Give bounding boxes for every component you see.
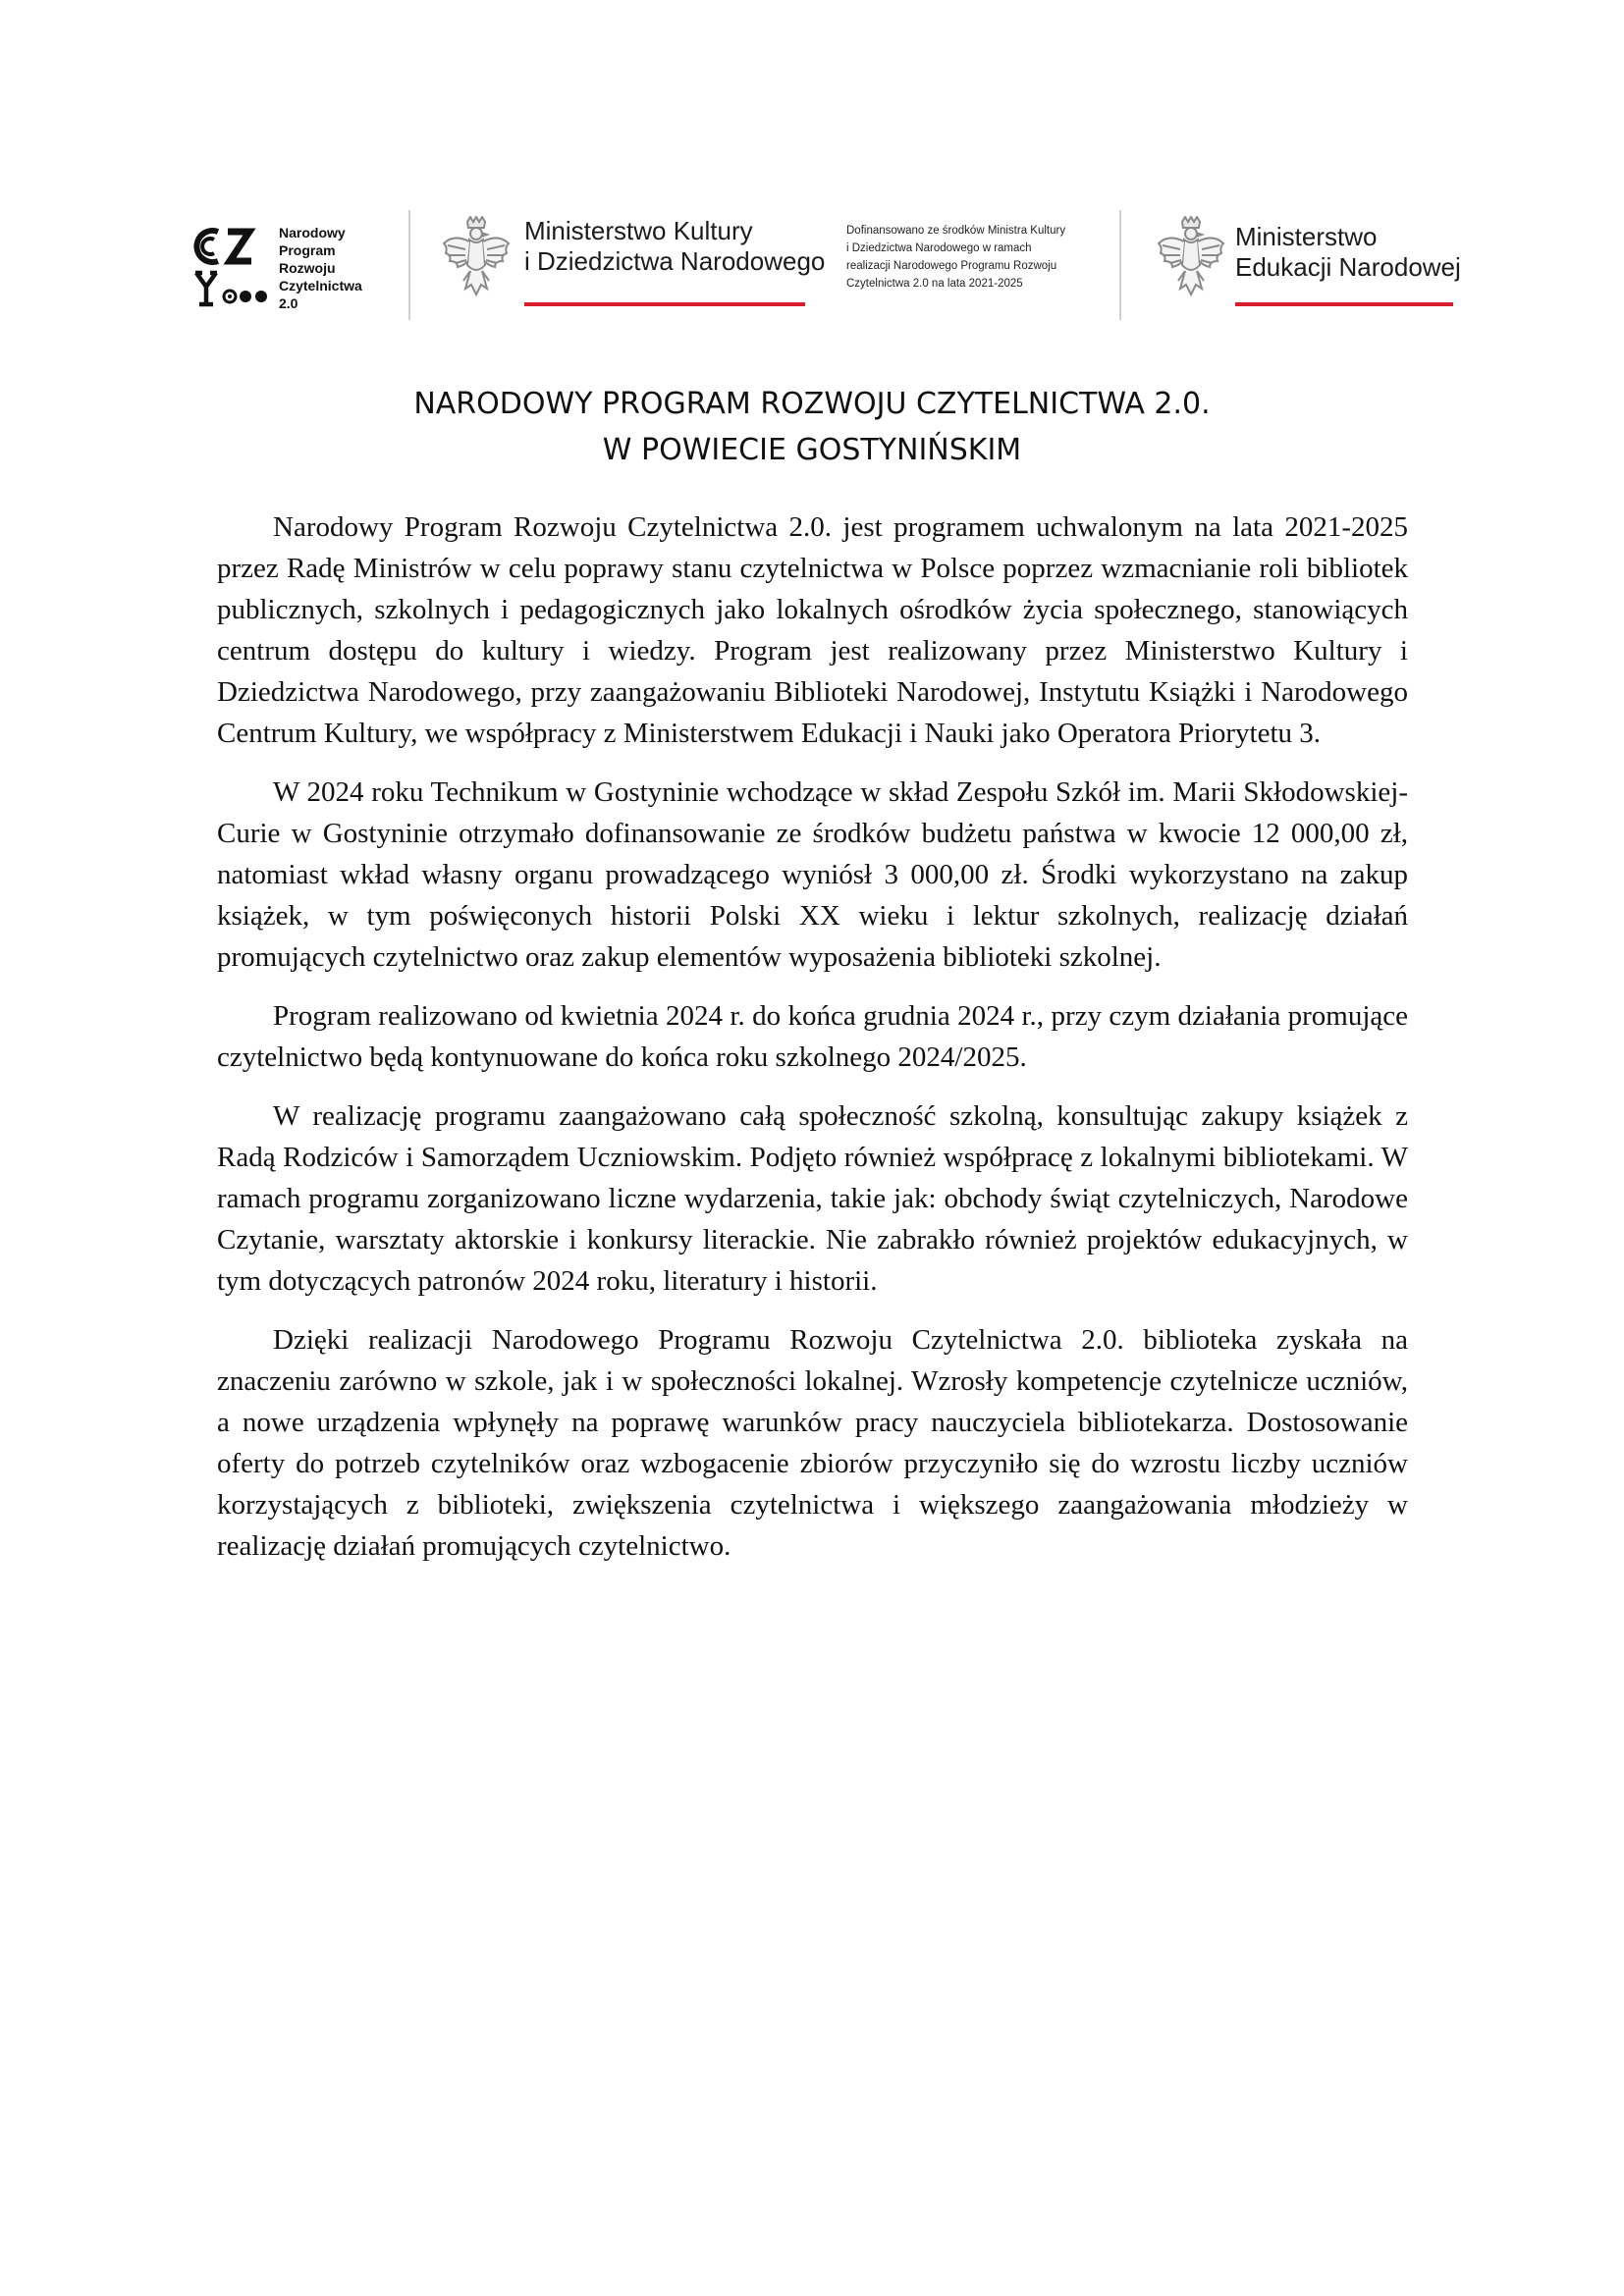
polish-eagle-icon: [440, 216, 513, 306]
nprc-logo-line: Czytelnictwa: [279, 278, 362, 294]
nprc-logo: [192, 206, 379, 324]
funding-note-line: realizacji Narodowego Programu Rozwoju: [846, 260, 1057, 272]
document-title: [0, 381, 1624, 473]
paragraph: W 2024 roku Technikum w Gostyninie wchodzące w skład Zespołu Szkół im. Marii Skłodowskiej-Curie w Gostyninie otrzymało dofinansowanie ze środków budżetu państwa w kwocie 12 000,00 zł, natomiast wkład własny organu prowadzącego wyniósł 3 000,00 zł. Środki wykorzystano na zakup książek, w tym poświęconych historii Polski XX wieku i lektur szkolnych, realizację działań promujących czytelnictwo oraz zakup elementów wyposażenia biblioteki szkolnej.: [217, 776, 1408, 973]
logo-divider: [408, 210, 410, 320]
mkidn-red-underline: [524, 302, 805, 306]
funding-note: [846, 222, 1065, 293]
mkidn-name-line2: i Dziedzictwa Narodowego: [524, 246, 826, 276]
funding-note-line: Dofinansowano ze środków Ministra Kultury: [846, 225, 1066, 237]
title-line2: W POWIECIE GOSTYNIŃSKIM: [602, 433, 1022, 467]
title-line1: NARODOWY PROGRAM ROZWOJU CZYTELNICTWA 2.0.: [413, 387, 1211, 421]
men-red-underline: [1235, 302, 1453, 306]
nprc-logo-line: Narodowy: [279, 225, 346, 240]
paragraph: Dzięki realizacji Narodowego Programu Rozwoju Czytelnictwa 2.0. biblioteka zyskała na znaczeniu zarówno w szkole, jak i w społeczności lokalnej. Wzrosły kompetencje czytelnicze uczniów, a nowe urządzenia wpłynęły na poprawę warunków pracy nauczyciela bibliotekarza. Dostosowanie oferty do potrzeb czytelników oraz wzbogacenie zbiorów przyczyniło się do wzrostu liczby uczniów korzystających z biblioteki, zwiększenia czytelnictwa i większego zaangażowania młodzieży w realizację działań promujących czytelnictwo.: [217, 1324, 1408, 1562]
men-name-line1: Ministerstwo: [1235, 222, 1378, 251]
men-name-line2: Edukacji Narodowej: [1235, 252, 1461, 282]
paragraph: W realizację programu zaangażowano całą społeczność szkolną, konsultując zakupy książek z Radą Rodziców i Samorządem Uczniowskim. Podjęto również współpracę z lokalnymi bibliotekami. W ramach programu zorganizowano liczne wydarzenia, takie jak: obchody świąt czytelniczych, Narodowe Czytanie, warsztaty aktorskie i konkursy literackie. Nie zabrakło również projektów edukacyjnych, w tym dotyczących patronów 2024 roku, literatury i historii.: [217, 1100, 1408, 1297]
funding-note-line: i Dziedzictwa Narodowego w ramach: [846, 242, 1032, 254]
paragraph: Narodowy Program Rozwoju Czytelnictwa 2.0. jest programem uchwalonym na lata 2021-2025 przez Radę Ministrów w celu poprawy stanu czytelnictwa w Polsce poprzez wzmacnianie roli bibliotek publicznych, szkolnych i pedagogicznych jako lokalnych ośrodków życia społecznego, stanowiących centrum dostępu do kultury i wiedzy. Program jest realizowany przez Ministerstwo Kultury i Dziedzictwa Narodowego, przy zaangażowaniu Biblioteki Narodowej, Instytutu Książki i Narodowego Centrum Kultury, we współpracy z Ministerstwem Edukacji i Nauki jako Operatora Priorytetu 3.: [217, 511, 1408, 749]
men-logo: [1155, 206, 1469, 324]
nprc-logo-line: Rozwoju: [279, 260, 336, 276]
nprc-logo-line: 2.0: [279, 295, 298, 311]
mkidn-name: [524, 216, 825, 277]
funding-note-line: Czytelnictwa 2.0 na lata 2021-2025: [846, 278, 1023, 290]
nprc-logo-mark-icon: [192, 224, 271, 308]
nprc-logo-text: [279, 224, 377, 312]
nprc-logo-line: Program: [279, 242, 336, 258]
header-logos: [192, 206, 1469, 324]
men-name: [1235, 222, 1461, 283]
polish-eagle-icon: [1155, 216, 1227, 306]
mkidn-name-line1: Ministerstwo Kultury: [524, 216, 753, 245]
logo-divider: [1119, 210, 1121, 320]
document-body: [217, 507, 1408, 1584]
mkidn-logo: [440, 206, 1066, 324]
paragraph: Program realizowano od kwietnia 2024 r. do końca grudnia 2024 r., przy czym działania promujące czytelnictwo będą kontynuowane do końca roku szkolnego 2024/2025.: [217, 1000, 1408, 1073]
